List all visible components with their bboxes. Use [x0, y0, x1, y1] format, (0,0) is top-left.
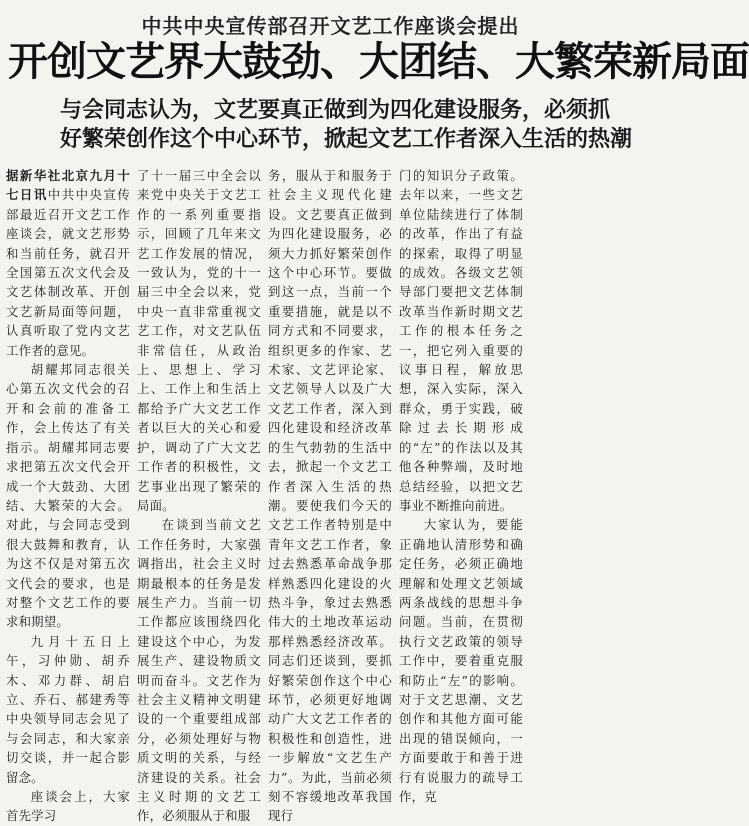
paragraph: 胡耀邦同志很关心第五次文代会的召开和会前的准备工作，会上传达了有关指示。胡耀邦同志要求把第五次文代会开成一个大鼓劲、大团结、大繁荣的大会。对此，与会同志受到很大鼓舞和教育，认为这不仅是对第五次文代会的要求，也是对整个文艺工作的要求和期望。 — [6, 362, 130, 630]
paragraph: 务，服从于和服务于社会主义现代化建设。文艺要真正做到为四化建设服务，必须大力抓好繁荣创作这个中心环节。要做到这一点，当前一个重要措施，就是以不同方式和不同要求，组织更多的作家、艺术家、文艺评论家、文艺领导人以及广大文艺工作者，深入到四化建设和经济改革的生气勃勃的生活中去，掀起一个文艺工作者深入生活的热潮。要使我们今天的文艺工作者特别是中青年文艺工作者，象过去熟悉革命战争那样熟悉四化建设的火热斗争，象过去熟悉伟大的土地改革运动那样熟悉经济改革。同志们还谈到，要抓好繁荣创作这个中心环节，必须更好地调动广大文艺工作者的积极性和创造性，进一步解放“文艺生产力”。为此，当前必须刻不容缓地改革我国现行 — [268, 168, 392, 824]
article-body — [4, 166, 661, 824]
paragraph: 座谈会上，大家首先学习 — [6, 789, 130, 824]
paragraph: 了十一届三中全会以来党中央关于文艺工作的一系列重要指示，回顾了几年来文艺工作发展的情况，一致认为，党的十一届三中全会以来，党中央一直非常重视文艺工作，对文艺队伍非常信任，从政治上、思想上、学习上、工作上和生活上都给予广大文艺工作者以巨大的关心和爱护，调动了广大文艺工作者的积极性，文艺事业出现了繁荣的局面。 — [137, 168, 261, 513]
main-headline: 开创文艺界大鼓劲、大团结、大繁荣新局面 — [8, 39, 749, 85]
article-column-3 — [268, 166, 392, 824]
subheadline-line-1: 与会同志认为，文艺要真正做到为四化建设服务，必须抓 — [60, 98, 611, 123]
paragraph: 据新华社北京九月十七日讯中共中央宣传部最近召开文艺工作座谈会，就文艺形势和当前任务，就召开全国第五次文代会及文艺体制改革、开创文艺新局面等问题，认真听取了党内文艺工作者的意见。 — [6, 168, 130, 358]
subheadline-line-2: 好繁荣创作这个中心环节，掀起文艺工作者深入生活的热潮 — [60, 127, 633, 152]
dateline: 据新华社北京九月十七日讯 — [6, 168, 130, 203]
paragraph: 门的知识分子政策。去年以来，一些文艺单位陆续进行了体制的改革，作出了有益的探索，取得了明显的成效。各级文艺领导部门要把文艺体制改革当作新时期文艺工作的根本任务之一，把它列入重要的议事日程，解放思想，深入实际，深入群众，勇于实践，破除过去长期形成的“左”的作法以及其他各种弊端，及时地总结经验，以把文艺事业不断推向前进。 — [399, 168, 523, 513]
paragraph: 在谈到当前文艺工作任务时，大家强调指出，社会主义时期最根本的任务是发展生产力。当前一切工作都应该围绕四化建设这个中心，为发展生产、建设物质文明而奋斗。文艺作为社会主义精神文明建设的一个重要组成部分，必须处理好与物质文明的关系，与经济建设的关系。社会主义时期的文艺工作，必须服从于和服 — [137, 517, 261, 824]
headline-kicker: 中共中央宣传部召开文艺工作座谈会提出 — [141, 14, 520, 38]
article-column-2 — [137, 166, 261, 824]
article-column-1 — [6, 166, 130, 824]
paragraph: 九月十五日上午，习仲勋、胡乔木、邓力群、胡启立、乔石、郝建秀等中央领导同志会见了与会同志，和大家亲切交谈，并一起合影留念。 — [6, 633, 130, 785]
paragraph: 大家认为，要能正确地认清形势和确定任务，必须正确地理解和处理文艺领域两条战线的思想斗争问题。当前，在贯彻执行文艺政策的领导工作中，要着重克服和防止“左”的影响。对于文艺思潮、文艺创作和其他方面可能出现的错误倾向，一方面要敢于和善于进行有说服力的疏导工作，克 — [399, 517, 523, 804]
article-column-4 — [399, 166, 523, 804]
